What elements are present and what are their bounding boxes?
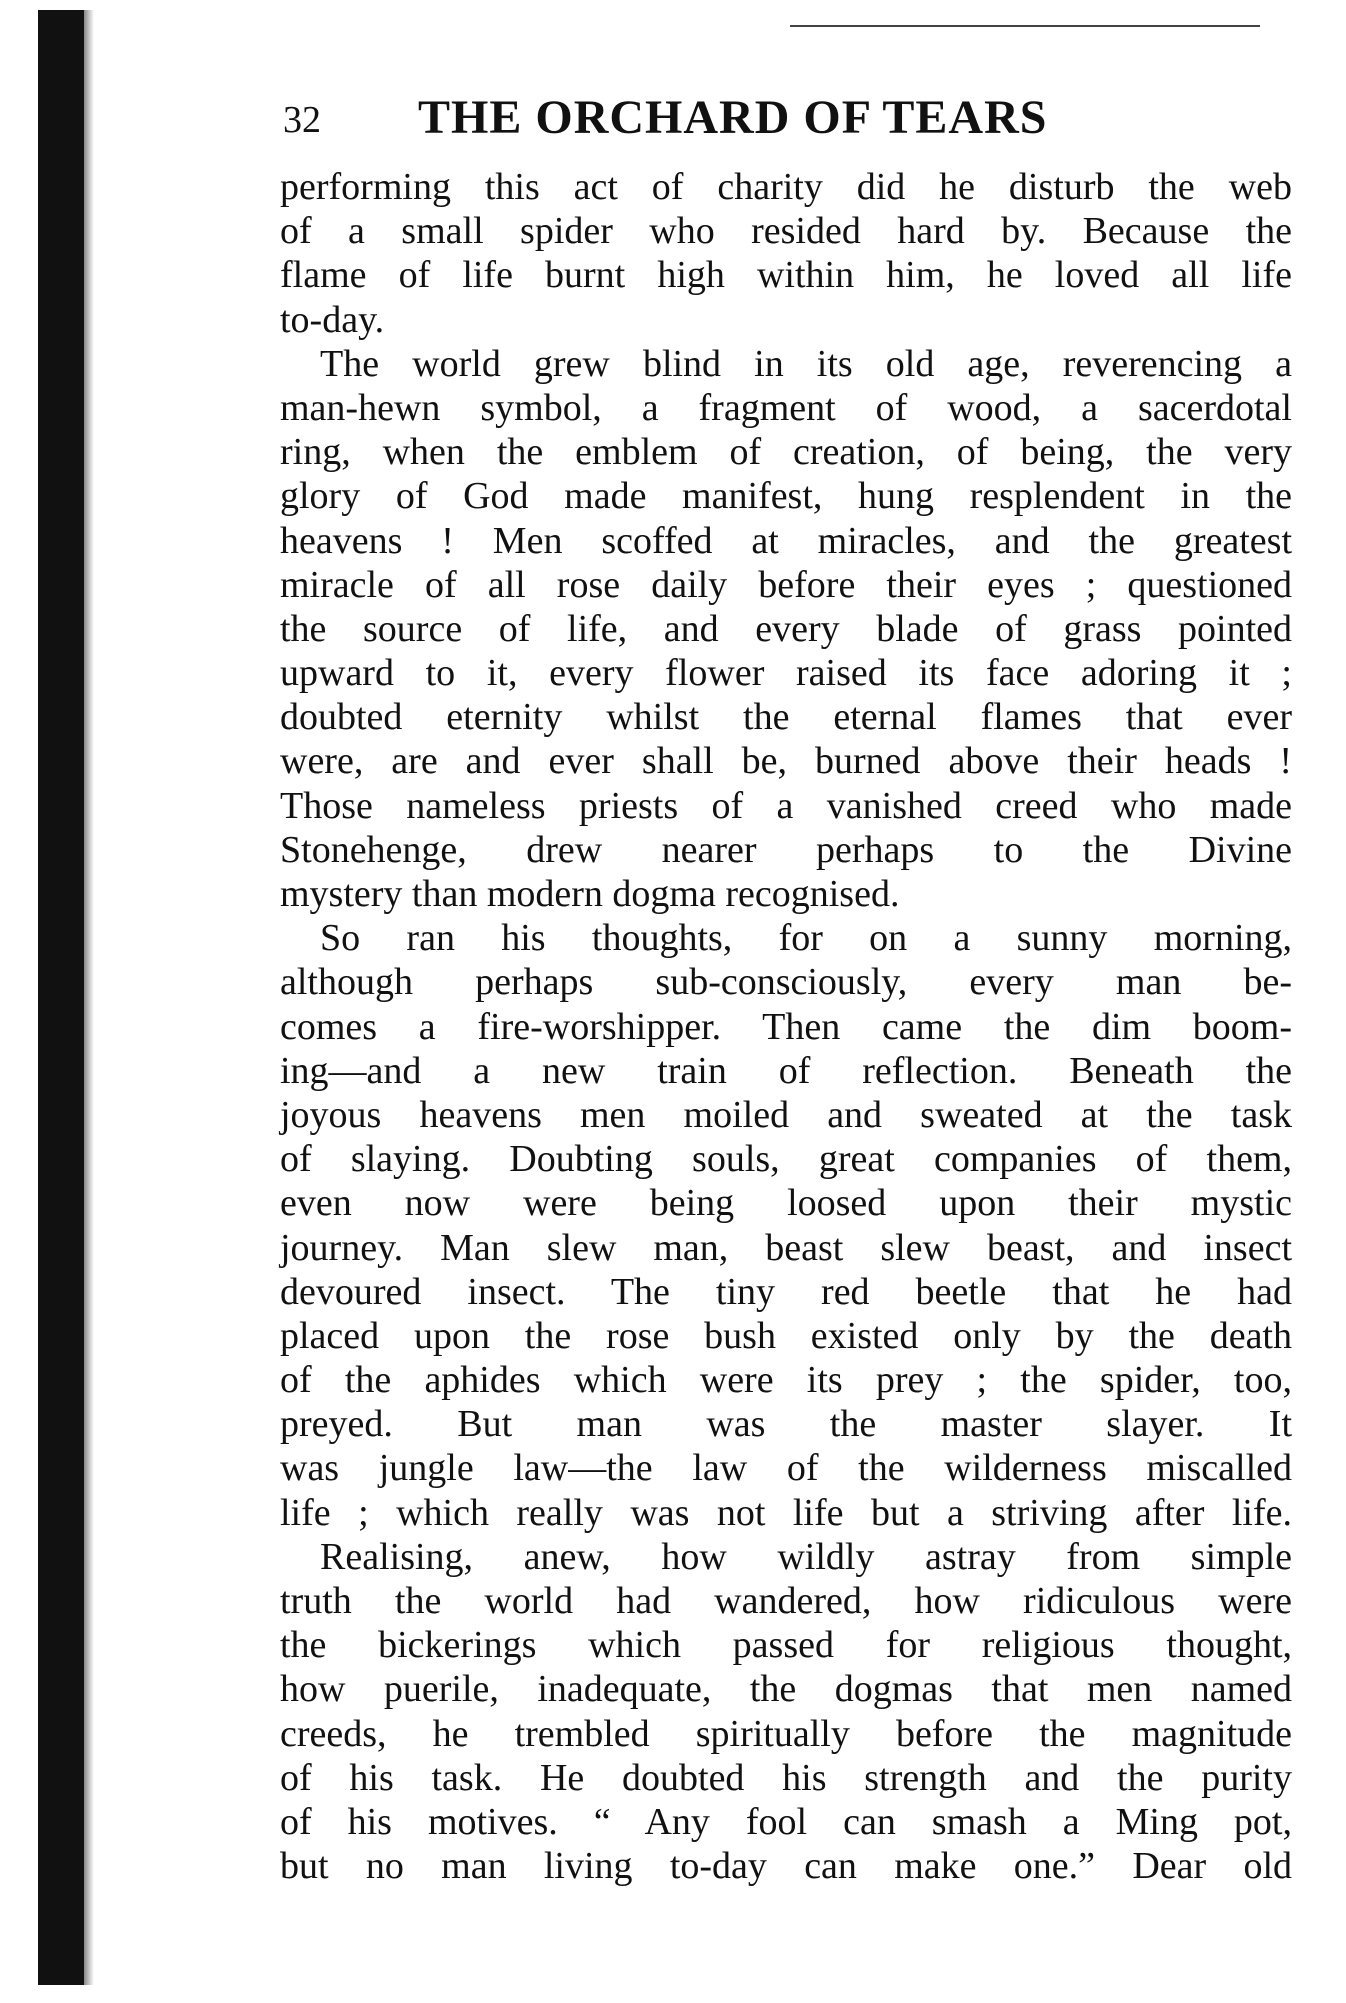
running-header — [283, 90, 1293, 150]
text-line: of the aphides which were its prey ; the spider, too, — [280, 1359, 1292, 1402]
text-line: man-hewn symbol, a fragment of wood, a sacerdotal — [280, 386, 1292, 429]
text-line: life ; which really was not life but a striving after life. — [280, 1491, 1292, 1534]
running-title: THE ORCHARD OF TEARS — [418, 91, 1048, 144]
text-line: Stonehenge, drew nearer perhaps to the Divine — [280, 828, 1292, 871]
text-line: heavens ! Men scoffed at miracles, and the greatest — [280, 519, 1292, 562]
text-line: preyed. But man was the master slayer. It — [280, 1403, 1292, 1446]
text-line: of his task. He doubted his strength and the purity — [280, 1756, 1292, 1799]
text-line: journey. Man slew man, beast slew beast, and insect — [280, 1226, 1292, 1269]
text-line: Realising, anew, how wildly astray from simple — [320, 1535, 1292, 1578]
text-line: devoured insect. The tiny red beetle that he had — [280, 1270, 1292, 1313]
text-line: ing—and a new train of reflection. Beneath the — [280, 1049, 1292, 1092]
text-line: although perhaps sub-consciously, every man be- — [280, 961, 1292, 1004]
scan-binding-edge — [38, 10, 84, 1985]
page-number: 32 — [283, 99, 321, 141]
scan-binding-shadow — [84, 10, 94, 1985]
text-line: but no man living to-day can make one.” Dear old — [280, 1845, 1292, 1888]
text-line: comes a fire-worshipper. Then came the dim boom- — [280, 1005, 1292, 1048]
text-line: the source of life, and every blade of grass pointed — [280, 607, 1292, 650]
text-line: glory of God made manifest, hung resplendent in the — [280, 475, 1292, 518]
text-line: joyous heavens men moiled and sweated at the task — [280, 1093, 1292, 1136]
body-text — [280, 165, 1292, 1888]
text-line: truth the world had wandered, how ridiculous were — [280, 1580, 1292, 1622]
text-line: miracle of all rose daily before their eyes ; questioned — [280, 563, 1292, 606]
text-line: The world grew blind in its old age, reverencing a — [320, 342, 1292, 385]
text-line: how puerile, inadequate, the dogmas that men named — [280, 1668, 1292, 1711]
text-line: placed upon the rose bush existed only by the death — [280, 1314, 1292, 1357]
text-line: flame of life burnt high within him, he loved all life — [280, 254, 1292, 297]
text-line: of his motives. “ Any fool can smash a Ming pot, — [280, 1800, 1292, 1843]
text-line: the bickerings which passed for religious thought, — [280, 1624, 1292, 1667]
text-line: doubted eternity whilst the eternal flames that ever — [280, 696, 1292, 739]
text-line: performing this act of charity did he disturb the web — [280, 166, 1292, 208]
text-line: to-day. — [280, 298, 385, 341]
text-line: were, are and ever shall be, burned above their heads ! — [280, 740, 1292, 783]
text-line: of a small spider who resided hard by. Because the — [280, 210, 1292, 253]
text-line: upward to it, every flower raised its face adoring it ; — [280, 652, 1292, 695]
text-line: mystery than modern dogma recognised. — [280, 873, 900, 915]
top-rule — [790, 25, 1260, 27]
text-line: So ran his thoughts, for on a sunny morning, — [320, 917, 1292, 960]
text-line: ring, when the emblem of creation, of being, the very — [280, 431, 1292, 474]
text-line: creeds, he trembled spiritually before the magnitude — [280, 1712, 1292, 1755]
text-line: of slaying. Doubting souls, great companies of them, — [280, 1138, 1292, 1181]
text-line: was jungle law—the law of the wilderness miscalled — [280, 1447, 1292, 1490]
text-line: even now were being loosed upon their mystic — [280, 1182, 1292, 1225]
text-line: Those nameless priests of a vanished creed who made — [280, 784, 1292, 827]
